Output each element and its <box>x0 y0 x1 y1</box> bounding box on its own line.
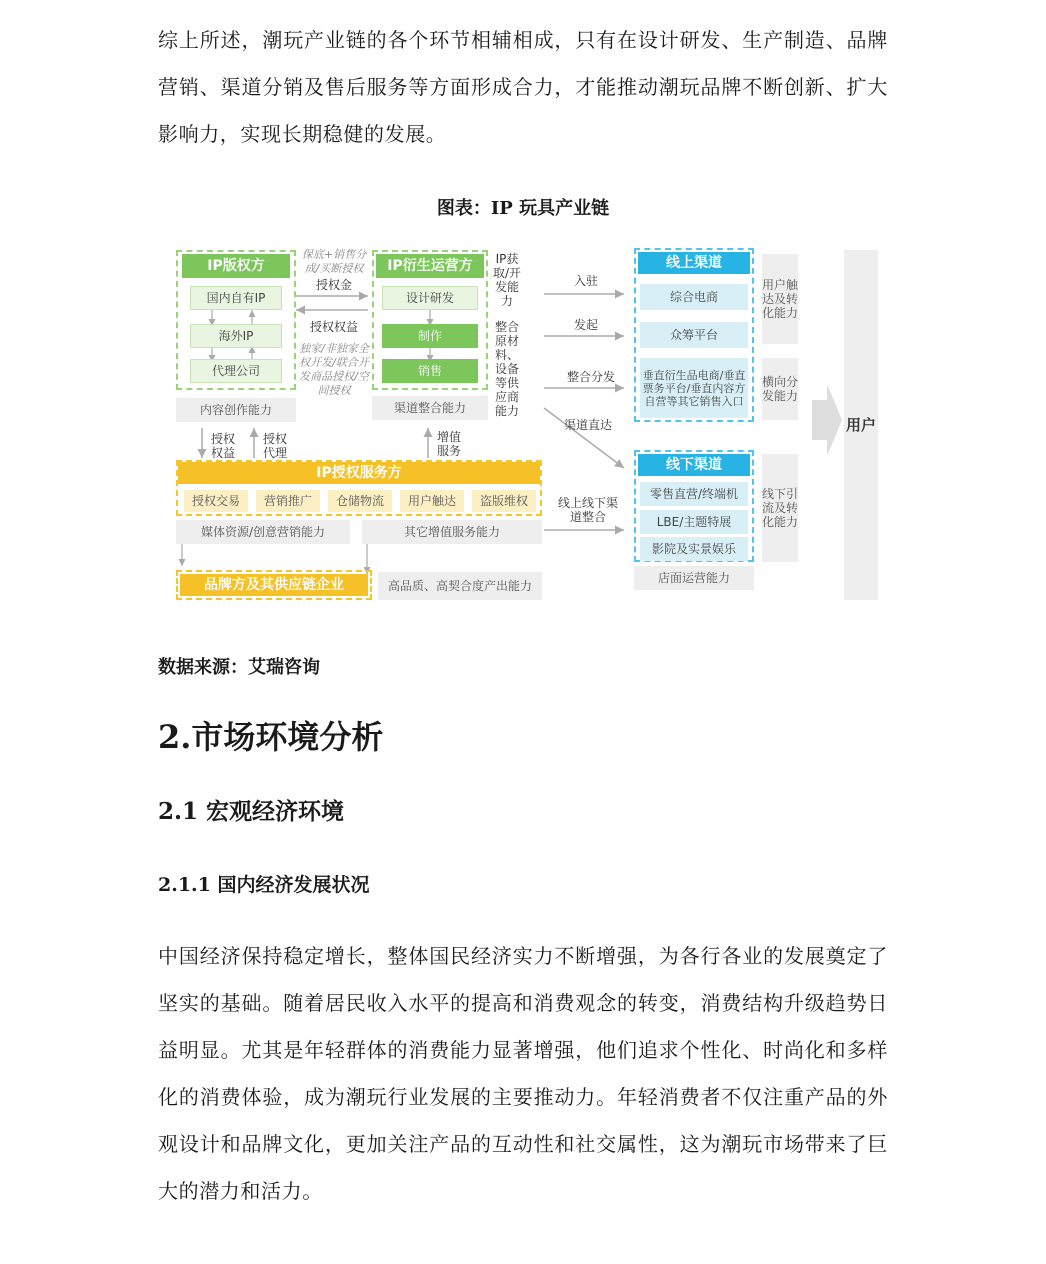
ip-owner-item: 国内自有IP <box>190 286 282 310</box>
ip-operator-item: 销售 <box>382 359 478 383</box>
rights-note: 独家/非独家全权开发/联合开发商品授权/空间授权 <box>299 342 369 397</box>
online-note: 横向分发能力 <box>762 358 798 420</box>
license-agent-label: 授权代理 <box>262 432 287 460</box>
channel-link-label: 整合分发 <box>566 370 615 384</box>
channel-link-label: 发起 <box>573 318 598 332</box>
ip-owner-item: 海外IP <box>190 324 282 348</box>
rights-label: 授权权益 <box>309 320 358 334</box>
ip-service-capability-left: 媒体资源/创意营销能力 <box>176 520 350 544</box>
offline-channel-item: 影院及实景娱乐 <box>640 537 748 561</box>
online-channel-item: 垂直衍生品电商/垂直票务平台/垂直内容方自营等其它销售入口 <box>640 358 748 418</box>
offline-channel-item: LBE/主题特展 <box>640 510 748 534</box>
channel-link-label: 线上线下渠道整合 <box>557 496 618 524</box>
owner-top-note: 保底+销售分成/买断授权 <box>301 248 367 275</box>
ip-operator-item: 制作 <box>382 324 478 348</box>
body-paragraph: 中国经济保持稳定增长，整体国民经济实力不断增强，为各行各业的发展奠定了坚实的基础。随着居民收入水平的提高和消费观念的转变，消费结构升级趋势日益明显。尤其是年轻群体的消费能力显著增强，他们追求个性化、时尚化和多样化的消费体验，成为潮玩行业发展的主要推动力。年轻消费者不仅注重产品的外观设计和品牌文化，更加关注产品的互动性和社交属性，这为潮玩市场带来了巨大的潜力和活力。 <box>158 944 888 1203</box>
ip-service-title: IP授权服务方 <box>178 462 540 484</box>
ip-owner-item: 代理公司 <box>190 359 282 383</box>
online-channel-item: 众筹平台 <box>640 322 748 348</box>
ip-service-item: 用户触达 <box>400 490 464 512</box>
ip-service-item: 营销推广 <box>256 490 320 512</box>
subsection-heading: 2.1 宏观经济环境 <box>158 798 345 825</box>
user-column: 用户 <box>844 250 878 600</box>
online-channel-title: 线上渠道 <box>638 252 750 274</box>
ip-owner-title: IP版权方 <box>182 254 290 278</box>
to-user-arrow <box>812 384 842 456</box>
channel-link-label: 渠道直达 <box>563 418 612 432</box>
offline-note: 线下引流及转化能力 <box>762 454 798 562</box>
ip-operator-title: IP衍生运营方 <box>376 254 484 278</box>
figure-title: 图表：IP 玩具产业链 <box>436 198 610 219</box>
ip-service-item: 盗版维权 <box>472 490 536 512</box>
ip-service-item: 仓储物流 <box>328 490 392 512</box>
ip-service-item: 授权交易 <box>184 490 248 512</box>
online-note: 用户触达及转化能力 <box>762 254 798 344</box>
offline-capability: 店面运营能力 <box>634 566 754 590</box>
ip-service-capability-right: 其它增值服务能力 <box>362 520 542 544</box>
ip-industry-chain-diagram <box>172 244 882 606</box>
brand-supply-capability: 高品质、高契合度产出能力 <box>378 572 542 600</box>
operator-note: 整合原材料、设备等供应商能力 <box>494 320 519 418</box>
section-heading: 2.市场环境分析 <box>158 718 384 756</box>
value-added-label: 增值服务 <box>436 430 461 458</box>
rights-benefit-label: 授权权益 <box>210 432 235 460</box>
ip-owner-capability: 内容创作能力 <box>176 398 296 422</box>
brand-supply-title: 品牌方及其供应链企业 <box>180 574 368 596</box>
figure-source: 数据来源：艾瑞咨询 <box>158 657 320 678</box>
intro-paragraph: 综上所述，潮玩产业链的各个环节相辅相成，只有在设计研发、生产制造、品牌营销、渠道分销及售后服务等方面形成合力，才能推动潮玩品牌不断创新、扩大影响力，实现长期稳健的发展。 <box>158 28 888 146</box>
offline-channel-item: 零售直营/终端机 <box>640 482 748 506</box>
offline-channel-title: 线下渠道 <box>638 454 750 476</box>
ip-operator-capability: 渠道整合能力 <box>372 396 488 420</box>
subsubsection-heading: 2.1.1 国内经济发展状况 <box>158 874 370 896</box>
operator-note: IP获取/开发能力 <box>492 252 522 308</box>
online-channel-item: 综合电商 <box>640 284 748 310</box>
channel-link-label: 入驻 <box>573 274 598 288</box>
fee-label: 授权金 <box>315 278 352 292</box>
ip-operator-item: 设计研发 <box>382 286 478 310</box>
